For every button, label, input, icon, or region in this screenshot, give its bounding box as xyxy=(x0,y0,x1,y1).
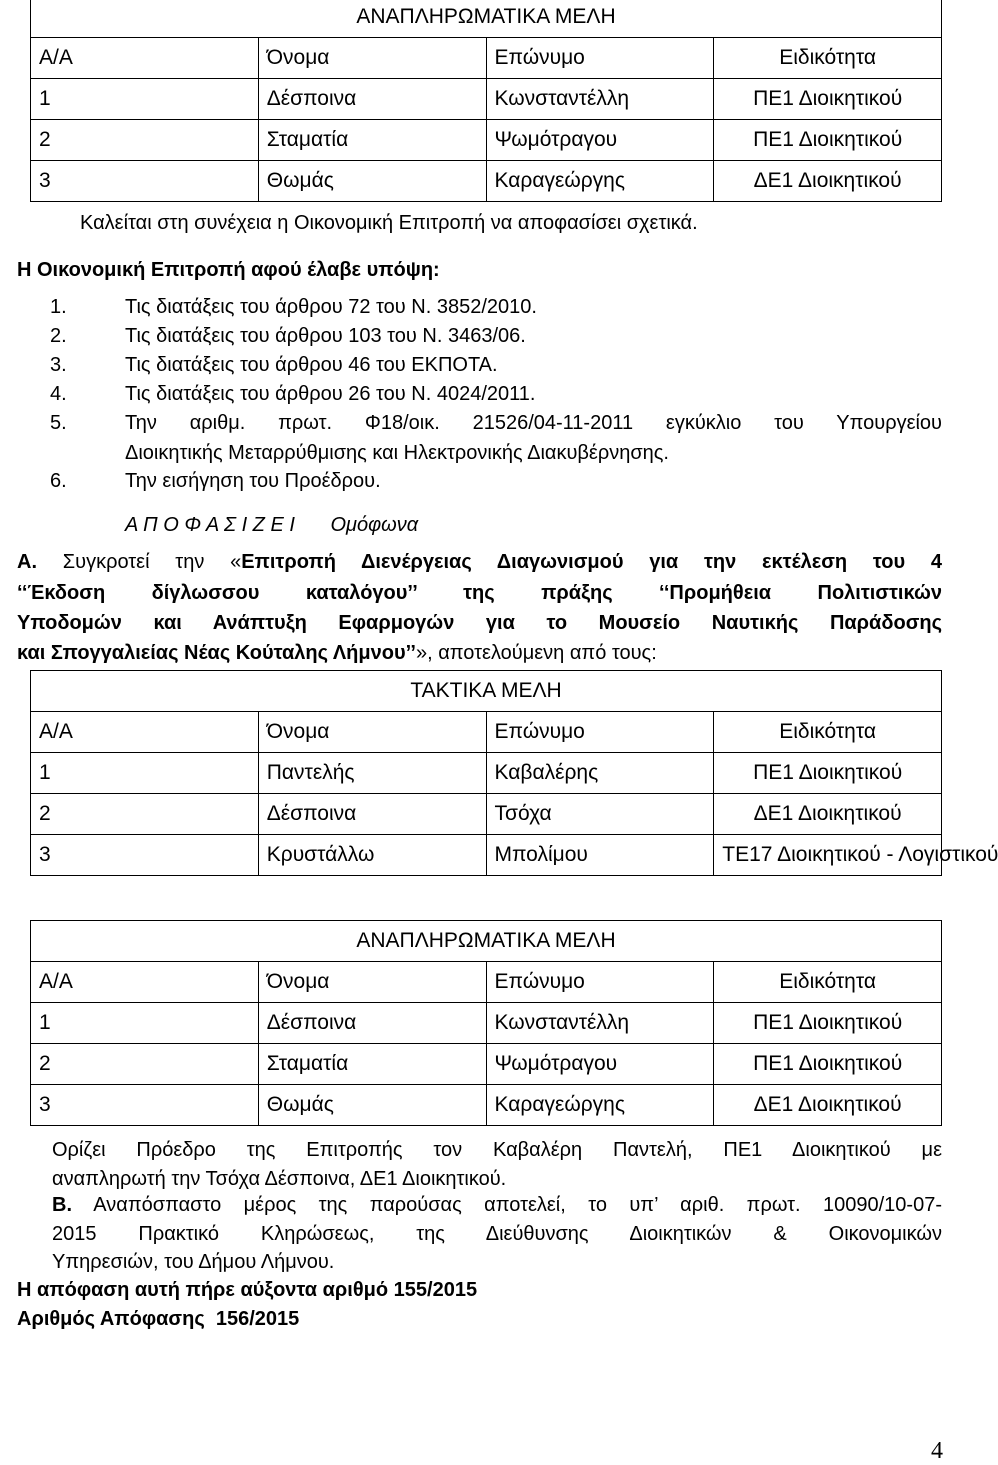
president-line1: Ορίζει Πρόεδρο της Επιτροπής τον Καβαλέρη Παντελή, ΠΕ1 Διοικητικού με xyxy=(52,1139,942,1161)
consideration-num: 2. xyxy=(50,325,67,347)
president-line2: αναπληρωτή την Τσόχα Δέσποινα, ΔΕ1 Διοικητικού. xyxy=(52,1168,507,1190)
cell-name: Σταματία xyxy=(258,1044,486,1085)
consideration-text: Τις διατάξεις του άρθρου 72 του Ν. 3852/2010. xyxy=(125,296,537,318)
committee-call-text: Καλείται στη συνέχεια η Οικονομική Επιτροπή να αποφασίσει σχετικά. xyxy=(80,212,698,234)
header-specialty: Ειδικότητα xyxy=(714,962,942,1003)
header-surname: Επώνυμο xyxy=(486,962,714,1003)
cell-specialty: ΠΕ1 Διοικητικού xyxy=(714,753,942,794)
paragraph-b-marker: Β. xyxy=(52,1194,72,1216)
table-row xyxy=(31,1085,942,1126)
header-name: Όνομα xyxy=(258,962,486,1003)
table-title: ΤΑΚΤΙΚΑ ΜΕΛΗ xyxy=(31,671,942,712)
paragraph-a-text: Συγκροτεί την « xyxy=(37,551,242,573)
paragraph-a-line3: Υποδομών και Ανάπτυξη Εφαρμογών για το Μουσείο Ναυτικής Παράδοσης xyxy=(17,612,942,634)
header-aa: Α/Α xyxy=(31,38,259,79)
table-header-row xyxy=(31,962,942,1003)
table-row xyxy=(31,794,942,835)
table-title: ΑΝΑΠΛΗΡΩΜΑΤΙΚΑ ΜΕΛΗ xyxy=(31,0,942,38)
paragraph-b-line3: Υπηρεσιών, του Δήμου Λήμνου. xyxy=(52,1251,335,1273)
cell-specialty: ΔΕ1 Διοικητικού xyxy=(714,794,942,835)
cell-name: Δέσποινα xyxy=(258,79,486,120)
cell-aa: 2 xyxy=(31,120,259,161)
cell-name: Θωμάς xyxy=(258,1085,486,1126)
table-title-row xyxy=(31,671,942,712)
table-row xyxy=(31,161,942,202)
consideration-num: 1. xyxy=(50,296,67,318)
table-row xyxy=(31,753,942,794)
header-aa: Α/Α xyxy=(31,712,259,753)
paragraph-b-line2: 2015 Πρακτικό Κληρώσεως, της Διεύθυνσης Διοικητικών & Οικονομικών xyxy=(52,1223,942,1245)
consideration-text: Τις διατάξεις του άρθρου 46 του ΕΚΠΟΤΑ. xyxy=(125,354,498,376)
table-row xyxy=(31,79,942,120)
header-surname: Επώνυμο xyxy=(486,38,714,79)
paragraph-b-line1 xyxy=(52,1193,942,1217)
cell-surname: Τσόχα xyxy=(486,794,714,835)
cell-aa: 1 xyxy=(31,1003,259,1044)
alternate-members-table xyxy=(30,0,942,202)
alternate-members-table-2 xyxy=(30,920,942,1126)
cell-name: Παντελής xyxy=(258,753,486,794)
paragraph-a-ending: », αποτελούμενη από τους: xyxy=(415,642,657,664)
cell-name: Σταματία xyxy=(258,120,486,161)
table-row xyxy=(31,1003,942,1044)
cell-specialty: ΤΕ17 Διοικητικού - Λογιστικού xyxy=(714,835,942,876)
cell-specialty: ΠΕ1 Διοικητικού xyxy=(714,120,942,161)
cell-name: Δέσποινα xyxy=(258,794,486,835)
header-surname: Επώνυμο xyxy=(486,712,714,753)
consideration-num: 6. xyxy=(50,470,67,492)
regular-members-table xyxy=(30,670,998,876)
paragraph-a-project: και Σπογγαλιείας Νέας Κούταλης Λήμνου’’ xyxy=(17,642,416,664)
cell-specialty: ΔΕ1 Διοικητικού xyxy=(714,1085,942,1126)
cell-aa: 1 xyxy=(31,79,259,120)
cell-aa: 2 xyxy=(31,794,259,835)
decision-heading xyxy=(125,514,418,537)
decision-mode: Ομόφωνα xyxy=(330,514,419,536)
table-row xyxy=(31,1044,942,1085)
consideration-num: 5. xyxy=(50,412,67,434)
decision-serial-number: Η απόφαση αυτή πήρε αύξοντα αριθμό 155/2015 xyxy=(17,1279,478,1301)
cell-aa: 3 xyxy=(31,1085,259,1126)
cell-surname: Κωνσταντέλλη xyxy=(486,1003,714,1044)
table-title-row xyxy=(31,0,942,38)
paragraph-a-line4 xyxy=(17,641,657,665)
cell-specialty: ΠΕ1 Διοικητικού xyxy=(714,1003,942,1044)
page-number: 4 xyxy=(931,1438,943,1464)
cell-aa: 3 xyxy=(31,161,259,202)
cell-surname: Καβαλέρης xyxy=(486,753,714,794)
header-name: Όνομα xyxy=(258,712,486,753)
table-row xyxy=(31,835,942,876)
header-aa: Α/Α xyxy=(31,962,259,1003)
table-row xyxy=(31,120,942,161)
consideration-text: Τις διατάξεις του άρθρου 103 του Ν. 3463/06. xyxy=(125,325,526,347)
cell-surname: Ψωμότραγου xyxy=(486,1044,714,1085)
decision-label: Α Π Ο Φ Α Σ Ι Ζ Ε Ι xyxy=(125,514,295,536)
consideration-text-cont: Διοικητικής Μεταρρύθμισης και Ηλεκτρονικής Διακυβέρνησης. xyxy=(125,442,669,464)
cell-name: Θωμάς xyxy=(258,161,486,202)
cell-specialty: ΠΕ1 Διοικητικού xyxy=(714,79,942,120)
cell-surname: Καραγεώργης xyxy=(486,161,714,202)
cell-name: Δέσποινα xyxy=(258,1003,486,1044)
paragraph-a-line2: ‘‘Έκδοση δίγλωσσου καταλόγου’’ της πράξης ‘‘Προμήθεια Πολιτιστικών xyxy=(17,582,942,604)
paragraph-a-marker: Α. xyxy=(17,551,37,573)
paragraph-a-line1 xyxy=(17,550,942,574)
cell-name: Κρυστάλλω xyxy=(258,835,486,876)
cell-surname: Μπολίμου xyxy=(486,835,714,876)
cell-aa: 1 xyxy=(31,753,259,794)
cell-specialty: ΔΕ1 Διοικητικού xyxy=(714,161,942,202)
header-specialty: Ειδικότητα xyxy=(714,38,942,79)
paragraph-b-text: Αναπόσπαστο μέρος της παρούσας αποτελεί, το υπ’ αριθ. πρωτ. 10090/10-07- xyxy=(72,1194,942,1216)
consideration-text: Τις διατάξεις του άρθρου 26 του Ν. 4024/2011. xyxy=(125,383,536,405)
decision-number: Αριθμός Απόφασης 156/2015 xyxy=(17,1308,300,1330)
cell-aa: 3 xyxy=(31,835,259,876)
consideration-text: Την εισήγηση του Προέδρου. xyxy=(125,470,381,492)
cell-surname: Ψωμότραγου xyxy=(486,120,714,161)
header-name: Όνομα xyxy=(258,38,486,79)
cell-surname: Κωνσταντέλλη xyxy=(486,79,714,120)
table-header-row xyxy=(31,712,942,753)
table-title-row xyxy=(31,921,942,962)
consideration-num: 4. xyxy=(50,383,67,405)
header-specialty: Ειδικότητα xyxy=(714,712,942,753)
consideration-num: 3. xyxy=(50,354,67,376)
cell-surname: Καραγεώργης xyxy=(486,1085,714,1126)
cell-specialty: ΠΕ1 Διοικητικού xyxy=(714,1044,942,1085)
consideration-text: Την αριθμ. πρωτ. Φ18/οικ. 21526/04-11-2011 εγκύκλιο του Υπουργείου xyxy=(125,412,942,434)
considerations-heading: Η Οικονομική Επιτροπή αφού έλαβε υπόψη: xyxy=(17,259,440,281)
table-header-row xyxy=(31,38,942,79)
paragraph-a-committee: Επιτροπή Διενέργειας Διαγωνισμού για την εκτέλεση του 4 xyxy=(241,551,942,573)
cell-aa: 2 xyxy=(31,1044,259,1085)
table-title: ΑΝΑΠΛΗΡΩΜΑΤΙΚΑ ΜΕΛΗ xyxy=(31,921,942,962)
